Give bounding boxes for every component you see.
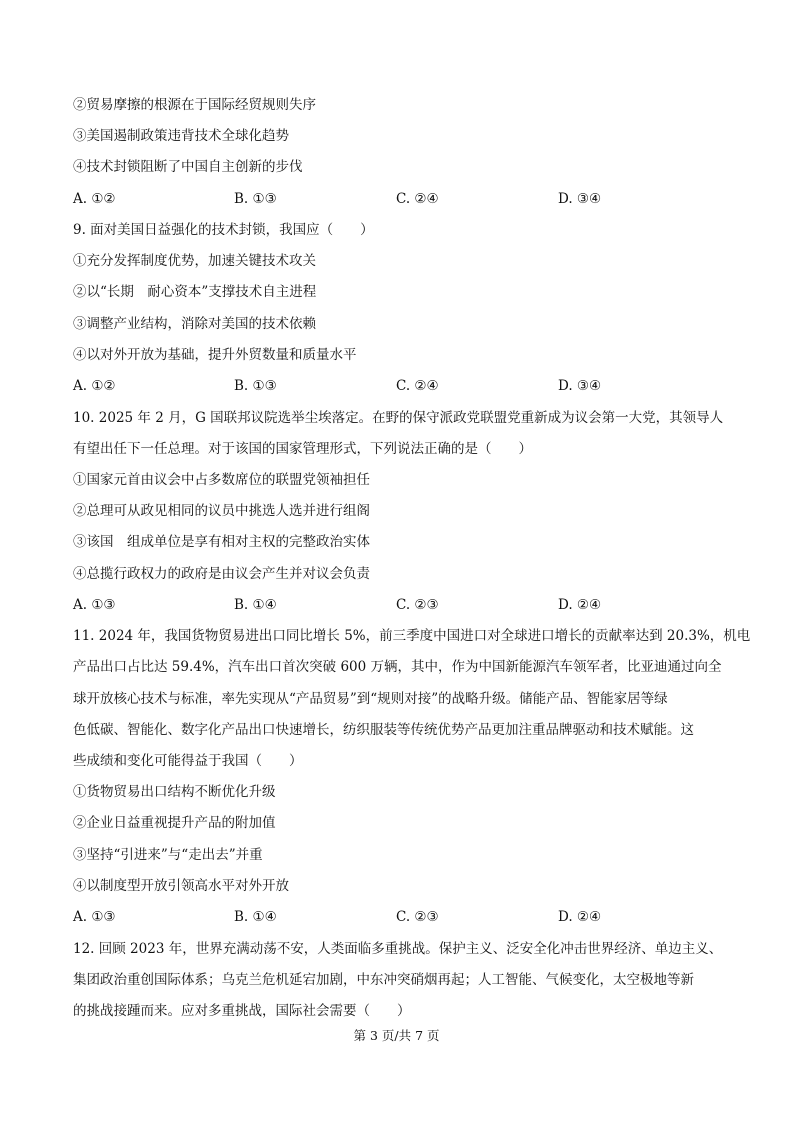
q11-option-c: C. ②③ [396,909,439,925]
q10-option-c: C. ②③ [396,597,439,613]
page-number: 第 3 页/共 7 页 [353,1028,440,1043]
q9-options [73,377,733,395]
q11-stem-line-4: 色低碳、智能化、数字化产品出口快速增长，纺织服装等传统优势产品更加注重品牌驱动和技术赋能。这 [73,722,694,738]
q9-option-b: B. ①③ [234,378,277,394]
q8-option-d: D. ③④ [558,191,602,207]
q11-option-d: D. ②④ [558,909,602,925]
q10-options [73,596,733,614]
q9-option-a: A. ①② [73,378,116,394]
q9-option-c: C. ②④ [396,378,439,394]
q12-stem-line-2: 集团政治重创国际体系；乌克兰危机延宕加剧，中东冲突硝烟再起；人工智能、气候变化，太空极地等新 [73,972,694,988]
q11-stem-line-3: 球开放核心技术与标准，率先实现从“产品贸易”到“规则对接”的战略升级。储能产品、智能家居等绿 [73,691,668,707]
q10-option-a: A. ①③ [73,597,116,613]
q11-stem-line-2: 产品出口占比达 59.4%，汽车出口首次突破 600 万辆，其中，作为中国新能源汽车领军者，比亚迪通过向全 [73,659,722,675]
q11-stem-line-5: 些成绩和变化可能得益于我国（ ） [73,753,303,769]
q11-item-2: ②企业日益重视提升产品的附加值 [73,815,276,831]
q12-stem-line-3: 的挑战接踵而来。应对多重挑战，国际社会需要（ ） [73,1003,411,1019]
q11-options [73,908,733,926]
q11-item-4: ④以制度型开放引领高水平对外开放 [73,878,289,894]
q9-item-2: ②以“长期 耐心资本”支撑技术自主进程 [73,284,317,300]
q10-stem-line-1: 10. 2025 年 2 月，G 国联邦议院选举尘埃落定。在野的保守派政党联盟党重新成为议会第一大党，其领导人 [73,410,724,426]
q9-stem: 9. 面对美国日益强化的技术封锁，我国应（ ） [73,222,374,238]
q10-item-2: ②总理可从政见相同的议员中挑选人选并进行组阁 [73,503,370,519]
q11-item-3: ③坚持“引进来”与“走出去”并重 [73,847,263,863]
q8-item-4: ④技术封锁阻断了中国自主创新的步伐 [73,159,303,175]
q11-item-1: ①货物贸易出口结构不断优化升级 [73,784,276,800]
q9-item-4: ④以对外开放为基础，提升外贸数量和质量水平 [73,347,357,363]
q12-stem-line-1: 12. 回顾 2023 年，世界充满动荡不安，人类面临多重挑战。保护主义、泛安全化冲击世界经济、单边主义、 [73,941,723,957]
q8-option-c: C. ②④ [396,191,439,207]
q8-option-b: B. ①③ [234,191,277,207]
q10-item-3: ③该国 组成单位是享有相对主权的完整政治实体 [73,534,370,550]
q9-option-d: D. ③④ [558,378,602,394]
q9-item-1: ①充分发挥制度优势，加速关键技术攻关 [73,253,316,269]
q11-option-a: A. ①③ [73,909,116,925]
q10-option-b: B. ①④ [234,597,277,613]
q9-item-3: ③调整产业结构，消除对美国的技术依赖 [73,316,316,332]
q10-option-d: D. ②④ [558,597,602,613]
q8-item-2: ②贸易摩擦的根源在于国际经贸规则失序 [73,97,316,113]
q10-item-1: ①国家元首由议会中占多数席位的联盟党领袖担任 [73,472,370,488]
q8-option-a: A. ①② [73,191,116,207]
q11-stem-line-1: 11. 2024 年，我国货物贸易进出口同比增长 5%，前三季度中国进口对全球进口增长的贡献率达到 20.3%，机电 [73,628,751,644]
q8-item-3: ③美国遏制政策违背技术全球化趋势 [73,128,289,144]
q8-options [73,190,733,208]
q11-option-b: B. ①④ [234,909,277,925]
q10-item-4: ④总揽行政权力的政府是由议会产生并对议会负责 [73,566,370,582]
q10-stem-line-2: 有望出任下一任总理。对于该国的国家管理形式，下列说法正确的是（ ） [73,441,532,457]
